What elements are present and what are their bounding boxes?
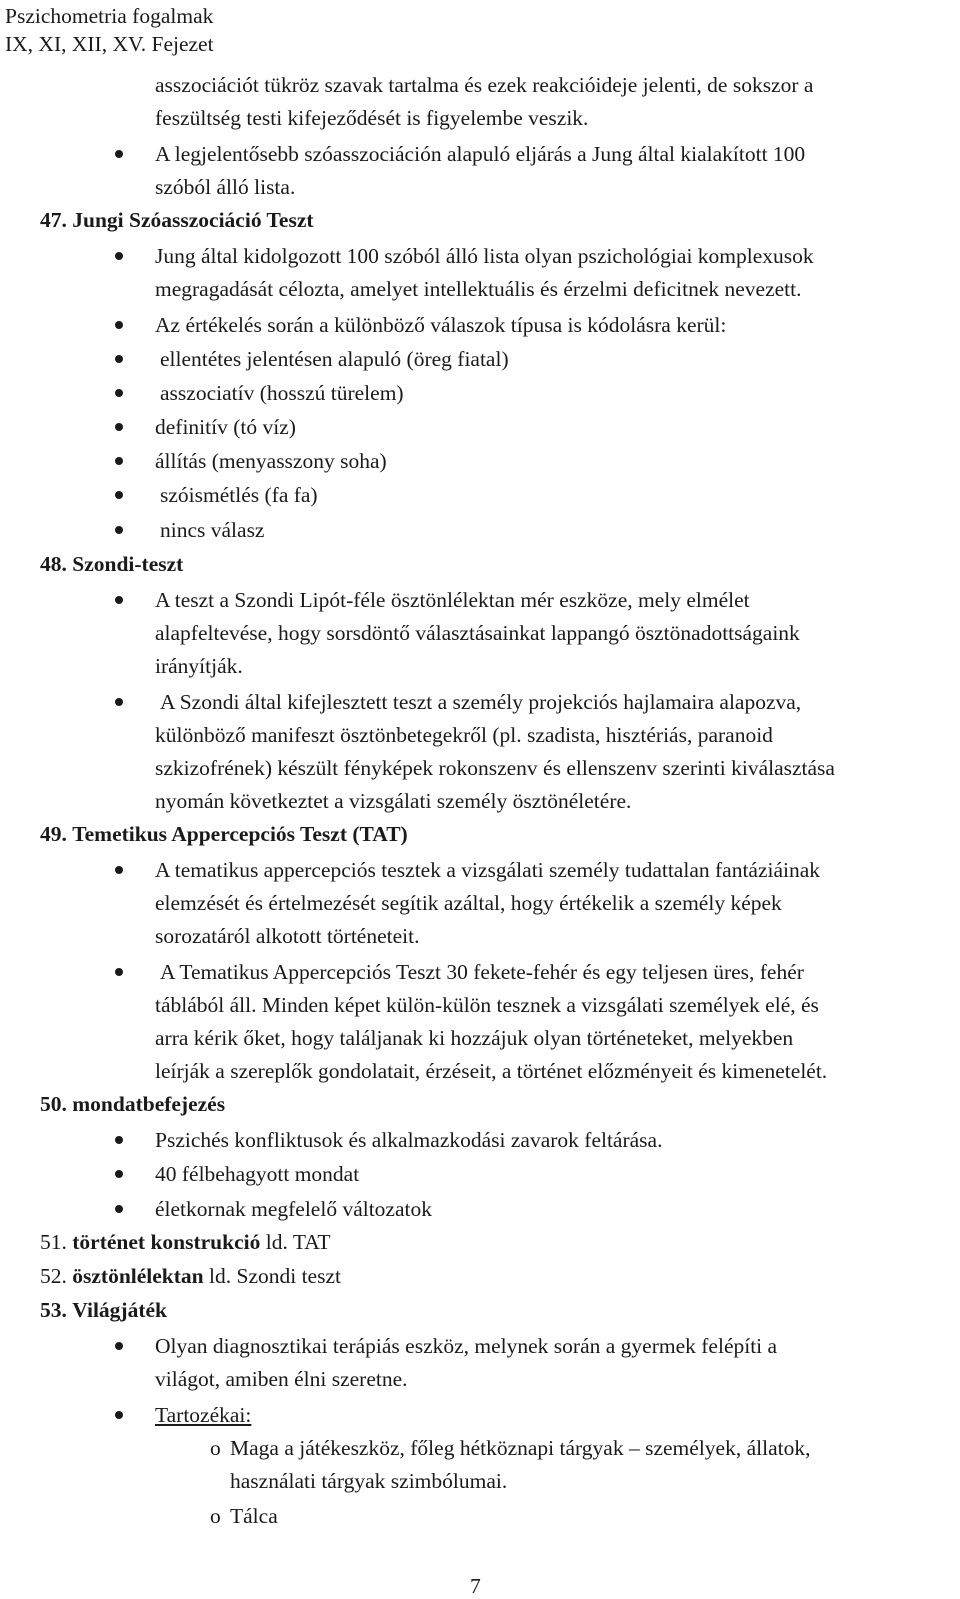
bullet-icon (115, 491, 123, 499)
text-line: alapfeltevése, hogy sorsdöntő választásainkat lappangó ösztönadottságaink (155, 621, 800, 645)
bullet-item: Pszichés konfliktusok és alkalmazkodási zavarok feltárása. (155, 1128, 663, 1152)
circle-bullet-icon: o (210, 1504, 221, 1528)
section-number: 48. (40, 552, 67, 576)
bullet-icon (115, 389, 123, 397)
section-reference: ld. TAT (265, 1230, 331, 1254)
bullet-icon (115, 526, 123, 534)
bullet-icon (115, 968, 123, 976)
bullet-item: asszociatív (hosszú türelem) (160, 381, 404, 405)
section-number: 50. (40, 1092, 67, 1116)
text-line: asszociációt tükröz szavak tartalma és ezek reakcióideje jelenti, de sokszor a (155, 73, 814, 97)
section-heading-49 (40, 820, 408, 848)
section-heading-52 (40, 1262, 341, 1290)
sub-bullet-item: Tálca (230, 1504, 278, 1528)
text-line: irányítják. (155, 654, 243, 678)
bullet-item: A Tematikus Appercepciós Teszt 30 fekete-fehér és egy teljesen üres, fehér (160, 960, 804, 984)
page-header (5, 2, 214, 58)
bullet-item: Olyan diagnosztikai terápiás eszköz, melynek során a gyermek felépíti a (155, 1334, 778, 1358)
bullet-item: 40 félbehagyott mondat (155, 1162, 360, 1186)
text-line: szkizofrének) készült fényképek rokonszenv és ellenszenv szerinti kiválasztása (155, 756, 835, 780)
text-line: megragadását célozta, amelyet intellektuális és érzelmi deficitnek nevezett. (155, 277, 802, 301)
section-number: 52. (40, 1264, 67, 1288)
bullet-icon (115, 457, 123, 465)
section-title: Szondi-teszt (72, 552, 184, 576)
section-title: ösztönlélektan (72, 1264, 204, 1288)
bullet-icon (115, 252, 123, 260)
bullet-icon (115, 355, 123, 363)
bullet-item: szóismétlés (fa fa) (160, 483, 318, 507)
text-line: nyomán következtet a vizsgálati személy ösztönéletére. (155, 789, 632, 813)
text-line: feszültség testi kifejeződését is figyelembe veszik. (155, 106, 589, 130)
bullet-item-underlined: Tartozékai: (155, 1403, 252, 1427)
bullet-icon (115, 1136, 123, 1144)
bullet-icon (115, 1342, 123, 1350)
circle-bullet-icon: o (210, 1436, 221, 1460)
bullet-icon (115, 423, 123, 431)
bullet-item: Jung által kidolgozott 100 szóból álló lista olyan pszichológiai komplexusok (155, 244, 814, 268)
bullet-icon (115, 1411, 123, 1419)
bullet-icon (115, 866, 123, 874)
section-number: 49. (40, 822, 67, 846)
section-heading-51 (40, 1228, 331, 1256)
bullet-item: A teszt a Szondi Lipót-féle ösztönlélektan mér eszköze, mely elmélet (155, 588, 750, 612)
text-line: leírják a szereplők gondolatait, érzéseit, a történet előzményeit és kimenetelét. (155, 1059, 828, 1083)
bullet-item: Az értékelés során a különböző válaszok típusa is kódolásra kerül: (155, 313, 727, 337)
bullet-item: ellentétes jelentésen alapuló (öreg fiatal) (160, 347, 509, 371)
section-heading-50 (40, 1090, 225, 1118)
text-line: sorozatáról alkotott történeteit. (155, 924, 420, 948)
bullet-item: életkornak megfelelő változatok (155, 1197, 432, 1221)
header-title: Pszichometria fogalmak (5, 4, 214, 28)
bullet-icon (115, 321, 123, 329)
section-reference: ld. Szondi teszt (209, 1264, 341, 1288)
text-line: különböző manifeszt ösztönbetegekről (pl. szadista, hisztériás, paranoid (155, 723, 773, 747)
bullet-icon (115, 596, 123, 604)
section-number: 51. (40, 1230, 67, 1254)
text-line: arra kérik őket, hogy találjanak ki hozzájuk olyan történeteket, melyekben (155, 1026, 794, 1050)
text-line: használati tárgyak szimbólumai. (230, 1469, 508, 1493)
text-line: elemzését és értelmezését segítik azáltal, hogy értékelik a személy képek (155, 891, 782, 915)
section-title: mondatbefejezés (72, 1092, 226, 1116)
text-line: világot, amiben élni szeretne. (155, 1367, 408, 1391)
bullet-icon (115, 150, 123, 158)
page-number: 7 (470, 1574, 481, 1598)
bullet-icon (115, 1205, 123, 1213)
section-title: Világjáték (72, 1298, 167, 1322)
header-chapters: IX, XI, XII, XV. Fejezet (5, 32, 214, 56)
section-title: Jungi Szóasszociáció Teszt (72, 208, 314, 232)
section-number: 47. (40, 208, 67, 232)
text-line: szóból álló lista. (155, 175, 296, 199)
bullet-item: állítás (menyasszony soha) (155, 449, 387, 473)
bullet-item: A legjelentősebb szóasszociáción alapuló eljárás a Jung által kialakított 100 (155, 142, 806, 166)
section-heading-53 (40, 1296, 167, 1324)
section-heading-47 (40, 206, 314, 234)
section-title: történet konstrukció (72, 1230, 261, 1254)
section-heading-48 (40, 550, 183, 578)
section-title: Temetikus Appercepciós Teszt (TAT) (72, 822, 408, 846)
bullet-item: definitív (tó víz) (155, 415, 296, 439)
text-line: táblából áll. Minden képet külön-külön tesznek a vizsgálati személyek elé, és (155, 993, 819, 1017)
sub-bullet-item: Maga a játékeszköz, főleg hétköznapi tárgyak – személyek, állatok, (230, 1436, 811, 1460)
bullet-icon (115, 698, 123, 706)
section-number: 53. (40, 1298, 67, 1322)
bullet-item: A Szondi által kifejlesztett teszt a személy projekciós hajlamaira alapozva, (160, 690, 802, 714)
bullet-item: nincs válasz (160, 518, 265, 542)
bullet-item: A tematikus appercepciós tesztek a vizsgálati személy tudattalan fantáziáinak (155, 858, 821, 882)
bullet-icon (115, 1170, 123, 1178)
